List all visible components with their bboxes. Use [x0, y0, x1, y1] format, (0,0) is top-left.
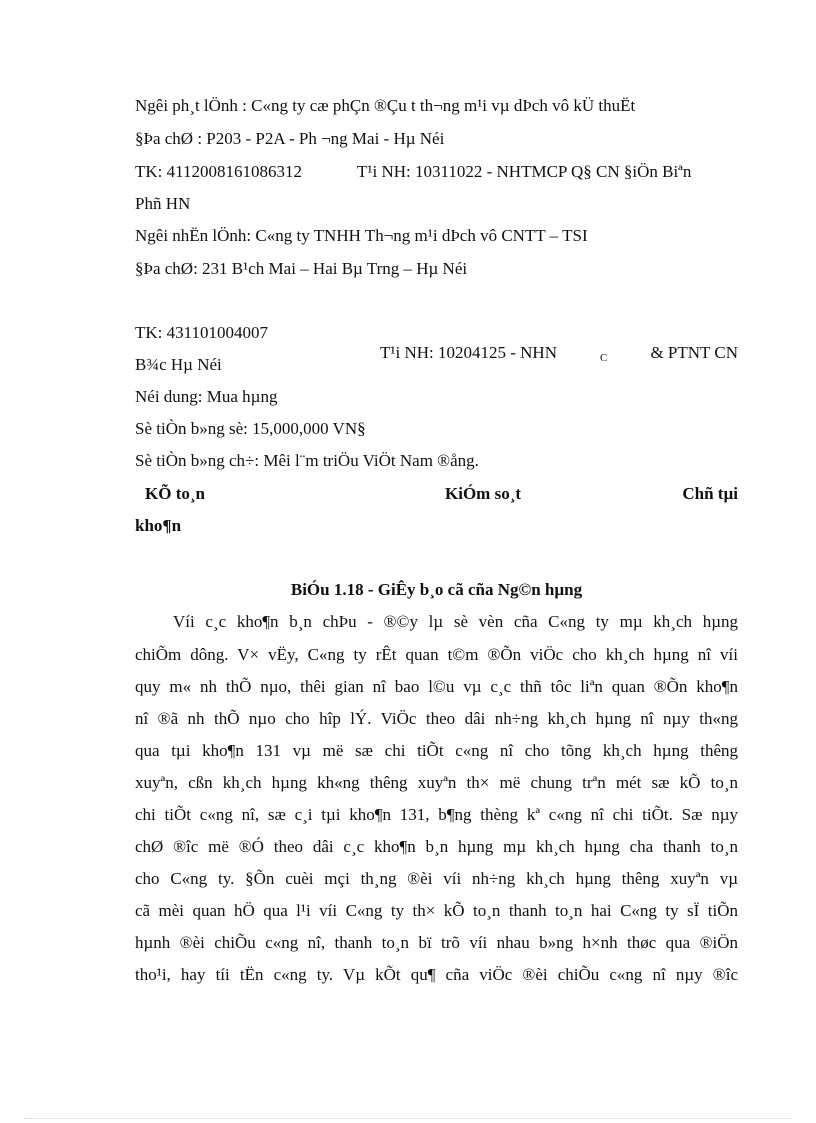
issuer-account-number: TK: 4112008161086312 — [135, 162, 303, 181]
content-line: Néi dung: Mua hµng — [135, 387, 278, 406]
receiver-account-number: TK: 431101004007 — [135, 323, 269, 342]
body-line-6: xuyªn, cßn kh¸ch hµng kh«ng thêng xuyªn th× më chung trªn mét sæ kÕ to¸n — [135, 773, 738, 792]
issuer-account-line — [135, 162, 738, 182]
issuer-bank-continuation: Phñ HN — [135, 194, 191, 213]
receiver-bank-subscript: C — [600, 352, 608, 364]
page-bottom-rule — [24, 1118, 792, 1119]
body-line-5: qua tµi kho¶n 131 vµ më sæ chi tiÕt c«ng nî cho tõng kh¸ch hµng thêng — [135, 741, 738, 760]
issuer-line: Ngêi ph¸t lÖnh : C«ng ty cæ phÇn ®Çu t th¬ng m¹i vµ dÞch vô kÜ thuËt — [135, 96, 636, 115]
body-line-10: cã mèi quan hÖ qua l¹i víi C«ng ty th× kÕ to¸n thanh to¸n hai C«ng ty sÏ tiÕn — [135, 901, 738, 920]
body-line-1: Víi c¸c kho¶n b¸n chÞu - ®©y lµ sè vèn cña C«ng ty mµ kh¸ch hµng — [173, 612, 738, 631]
receiver-line: Ngêi nhËn lÖnh: C«ng ty TNHH Th¬ng m¹i dÞch vô CNTT – TSI — [135, 226, 588, 245]
figure-caption: BiÓu 1.18 - GiÊy b¸o cã cña Ng©n hµng — [290, 580, 583, 599]
amount-words-line: Sè tiÒn b»ng ch÷: Mêi l¨m triÖu ViÖt Nam ®ång. — [135, 451, 479, 470]
signature-continuation: kho¶n — [135, 516, 182, 535]
signature-controller: KiÓm so¸t — [445, 484, 522, 503]
receiver-account-line — [135, 323, 738, 364]
amount-number-line: Sè tiÒn b»ng sè: 15,000,000 VN§ — [135, 419, 366, 438]
signature-accountant: KÕ to¸n — [145, 484, 205, 503]
body-line-9: cho C«ng ty. §Õn cuèi mçi th¸ng ®èi víi nh÷ng kh¸ch hµng thêng xuyªn vµ — [135, 869, 738, 888]
signature-account-holder: Chñ tµi — [682, 484, 738, 503]
body-line-7: chi tiÕt c«ng nî, sæ c¸i tµi kho¶n 131, b¶ng thèng kª c«ng nî chi tiÕt. Sæ nµy — [135, 805, 738, 824]
receiver-address-line: §Þa chØ: 231 B¹ch Mai – Hai Bµ Trng – Hµ Néi — [135, 259, 468, 278]
body-line-4: nî ®ã nh thÕ nµo cho hîp lÝ. ViÖc theo dâi nh÷ng kh¸ch hµng nî nµy th«ng — [135, 709, 738, 728]
receiver-bank-continuation: B¾c Hµ Néi — [135, 355, 222, 374]
receiver-bank-part-a: T¹i NH: 10204125 - NHN — [380, 343, 557, 362]
body-line-2: chiÕm dông. V× vËy, C«ng ty rÊt quan t©m ®Õn viÖc cho kh¸ch hµng nî víi — [135, 645, 738, 664]
body-line-8: chØ ®îc më ®Ó theo dâi c¸c kho¶n b¸n hµng mµ kh¸ch hµng cha thanh to¸n — [135, 837, 738, 856]
issuer-bank: T¹i NH: 10311022 - NHTMCP Q§ CN §iÖn Biªn — [357, 162, 692, 181]
body-line-3: quy m« nh thÕ nµo, thêi gian nî bao l©u vµ c¸c thñ tôc liªn quan ®Õn kho¶n — [135, 677, 738, 696]
body-line-11: hµnh ®èi chiÕu c«ng nî, thanh to¸n bï trõ víi nhau b»ng h×nh thøc qua ®iÖn — [135, 933, 738, 952]
issuer-address-line: §Þa chØ : P203 - P2A - Ph ¬ng Mai - Hµ Néi — [135, 129, 445, 148]
receiver-bank-part-b: & PTNT CN — [650, 343, 738, 362]
body-line-12: tho¹i, hay tíi tËn c«ng ty. Vµ kÕt qu¶ cña viÖc ®èi chiÕu c«ng nî nµy ®îc — [135, 965, 738, 984]
